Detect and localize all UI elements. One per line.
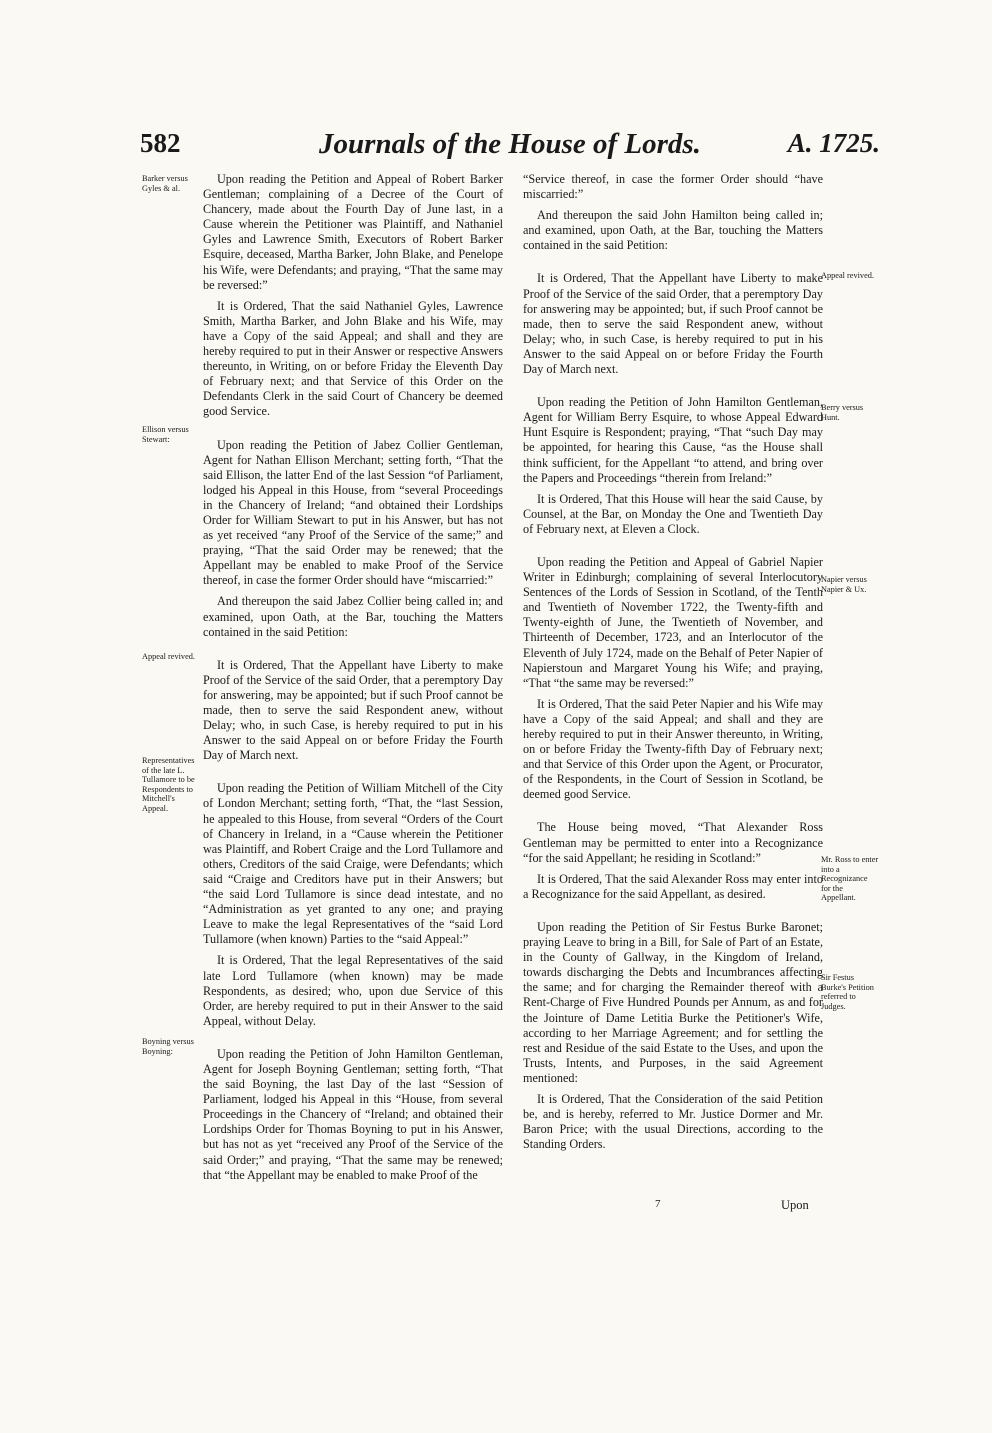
paragraph: Upon reading the Petition of John Hamilton Gentleman, Agent for William Berry Esquire, to whose Appeal Edward Hunt Esquire is Respondent; praying, “That “such Day may be appointed, for hearing this Cause, “as the House shall think sufficient, for the Appellant “to attend, and bring over the Papers and Proceedings “therein from Ireland:” [523,395,823,485]
paragraph: And thereupon the said John Hamilton being called in; and examined, upon Oath, at the Bar, touching the Matters contained in the said Petition: [523,208,823,253]
journal-entry [523,555,823,803]
paragraph: It is Ordered, That the said Nathaniel Gyles, Lawrence Smith, Martha Barker, and John Blake and his Wife, may have a Copy of the said Appeal; and shall and they are hereby required to put in their Answer or respective Answers thereunto, in Writing, on or before Friday the Eleventh Day of February next; and that Service of this Order on the Defendants Clerk in the said Court of Chancery be deemed good Service. [203,298,503,419]
paragraph: It is Ordered, That this House will hear the said Cause, by Counsel, at the Bar, on Monday the One and Twentieth Day of February next, at Eleven a Clock. [523,491,823,536]
paragraph: Upon reading the Petition and Appeal of Gabriel Napier Writer in Edinburgh; complaining of several Interlocutory Sentences of the Lords of Session in Scotland, of the Tenth and Twentieth of November 1722, the Twenty-fifth and Twenty-eighth of June, the Twentieth of November, and Thirteenth of December, 1723, and an Interlocutor of the Eleventh of July 1724, made on the Behalf of Peter Napier of Napierstoun and Margaret Young his Wife; and praying, “That “the same may be reversed:” [523,554,823,690]
margin-note: Barker versus Gyles & al. [142,174,188,193]
paragraph: It is Ordered, That the Appellant have Liberty to make Proof of the Service of the said Order, that a peremptory Day for answering may be appointed; but, if such Proof cannot be made, then to serve the said Respondent anew, without Delay; who, in such Case, is hereby required to put in his Answer to the said Appeal on or before Friday the Fourth Day of March next. [523,271,823,377]
paragraph: It is Ordered, That the Appellant have Liberty to make Proof of the Service of the said Order, that a peremptory Day for answering, may be appointed; but if such Proof cannot be made, then to serve the said Respondent anew, without Delay; who, in such Case, is hereby required to put in his Answer to the said Appeal on or before Friday the Fourth Day of March next. [203,657,503,763]
left-column [203,172,503,1201]
paragraph: It is Ordered, That the said Peter Napier and his Wife may have a Copy of the said Appeal; and shall and they are hereby required to put in their Answer thereunto, in Writing, on or before Friday the Twenty-fifth Day of February next; and that Service of this Order upon the Agent, or Procurator, of the Respondents, in the Court of Session in Scotland, be deemed good Service. [523,696,823,802]
margin-note: Berry versus Hunt. [821,403,864,422]
paragraph: It is Ordered, That the said Alexander Ross may enter into a Recognizance for the said Appellant, as desired. [523,871,823,901]
signature-mark: 7 [655,1198,661,1210]
paragraph: It is Ordered, That the legal Representatives of the said late Lord Tullamore (when known) may be made Respondents, as desired; who, upon due Service of this Order, are hereby required to put in their Answer to the said Appeal, without Delay. [203,953,503,1028]
journal-entry [203,438,503,640]
catchword: Upon [781,1198,809,1212]
running-title: Journals of the House of Lords. [319,128,701,160]
right-column [523,172,823,1170]
paragraph: The House being moved, “That Alexander Ross Gentleman may be permitted to enter into a Recognizance “for the said Appellant; he residing in Scotland:” [523,820,823,865]
journal-entry [523,271,823,377]
paragraph: Upon reading the Petition of Sir Festus Burke Baronet; praying Leave to bring in a Bill, for Sale of Part of an Estate, in the County of Gallway, in the Kingdom of Ireland, towards discharging the Debts and Incumbrances affecting the same; and for charging the Remainder thereof with a Rent-Charge of Five Hundred Pounds per Annum, as and for the Jointure of Dame Letitia Burke the Petitioner's Wife, according to her Marriage Agreement; and for settling the rest and Residue of the said Estate to the Uses, and upon the Trusts, Intents, and Purposes, in the said Agreement mentioned: [523,919,823,1085]
margin-note: Ellison versus Stewart: [142,425,189,444]
journal-entry [523,820,823,901]
paragraph: Upon reading the Petition of William Mitchell of the City of London Merchant; setting forth, “That, the “last Session, he appealed to this House, from several “Orders of the Court of Chancery in Ireland, in a “Cause wherein the Petitioner was Plaintiff, and Robert Craige and the Lord Tullamore and others, Creditors of the said Craige, were Defendants; which said “Craige and Creditors have put in their Answers; but “the said Lord Tullamore is since dead intestate, and no “Administration as yet granted to any one; and praying Leave to make the legal Representatives of the “said Lord Tullamore (when known) Parties to the “said Appeal:” [203,781,503,947]
margin-note: Napier versus Napier & Ux. [821,575,867,594]
paragraph: Upon reading the Petition of Jabez Collier Gentleman, Agent for Nathan Ellison Merchant; setting forth, “That the said Ellison, the latter End of the last Session “of Parliament, lodged his Appeal in this House, from “several Proceedings in the Chancery of Ireland; “and obtained their Lordships Order for William Stewart to put in his Answer, but has not as yet received “any Proof of the Service of the same;” and praying, “That the said Order may be renewed; that the Appellant may be enabled to make Proof of the Service thereof, in case the former Order should have “miscarried:” [203,437,503,588]
margin-note: Mr. Ross to enter into a Recognizance for the Appellant. [821,855,879,902]
margin-note: Boyning versus Boyning: [142,1037,194,1056]
year-heading: A. 1725. [787,128,880,158]
margin-note: Appeal revived. [821,271,874,280]
journal-entry [523,920,823,1152]
margin-note: Sir Festus Burke's Petition referred to Judges. [821,973,874,1011]
paragraph: “Service thereof, in case the former Order should “have miscarried:” [523,172,823,202]
journal-entry [523,395,823,537]
journal-entry [523,172,823,253]
margin-note: Representatives of the late L. Tullamore to be Respondents to Mitchell's Appeal. [142,756,195,813]
journal-entry [203,658,503,764]
paragraph: And thereupon the said Jabez Collier being called in; and examined, upon Oath, at the Bar, touching the Matters contained in the said Petition: [203,594,503,639]
margin-note: Appeal revived. [142,652,195,661]
paragraph: Upon reading the Petition and Appeal of Robert Barker Gentleman; complaining of a Decree of the Court of Chancery, made about the Fourth Day of June last, in a Cause wherein the Petitioner was Plaintiff, and Nathaniel Gyles and Lawrence Smith, Executors of Robert Barker Esquire, deceased, Martha Barker, John Blake, and Penelope his Wife, were Defendants; and praying, “That the same may be reversed:” [203,172,503,292]
paragraph: Upon reading the Petition of John Hamilton Gentleman, Agent for Joseph Boyning Gentleman; setting forth, “That the said Boyning, the last Day of the last “Session of Parliament, lodged his Appeal in this “House, from several Proceedings in the Chancery of “Ireland; and obtained their Lordships Order for Thomas Boyning to put in his Answer, but has not as yet “received any Proof of the Service of the said Order;” and praying, “That the same may be renewed; that “the Appellant may be enabled to make Proof of the [203,1046,503,1182]
page-header [140,128,880,168]
page-number: 582 [140,128,181,158]
journal-entry [203,781,503,1029]
journal-entry [203,1047,503,1183]
paragraph: It is Ordered, That the Consideration of the said Petition be, and is hereby, referred to Mr. Justice Dormer and Mr. Baron Price; with the usual Directions, according to the Standing Orders. [523,1091,823,1152]
journal-entry [203,172,503,420]
